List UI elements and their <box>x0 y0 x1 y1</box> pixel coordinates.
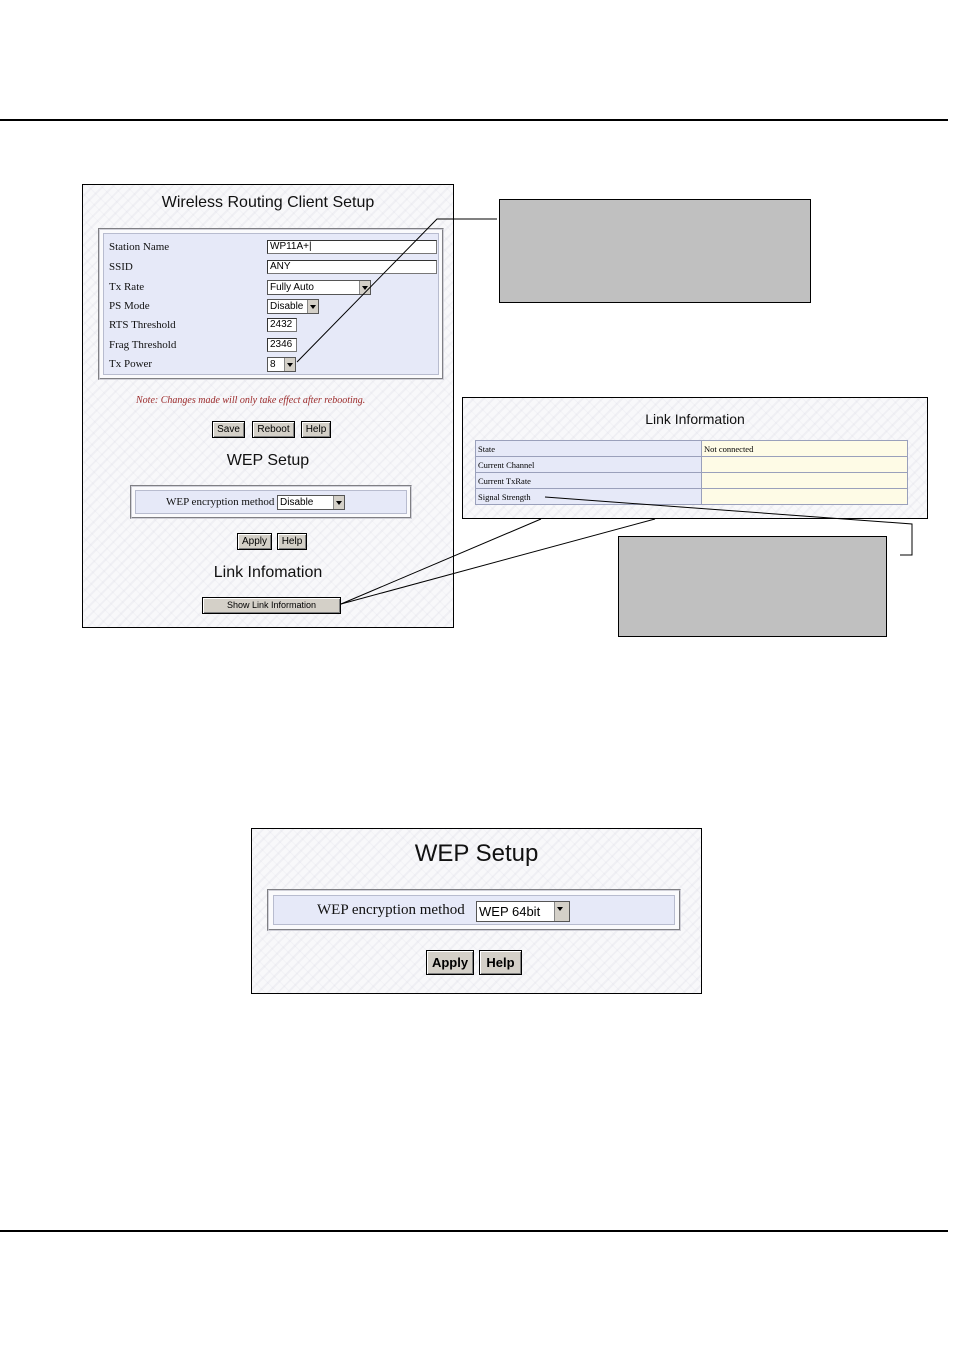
link-info-panel-title: Link Information <box>645 411 745 427</box>
reboot-button[interactable]: Reboot <box>252 421 295 438</box>
table-row <box>476 489 908 505</box>
wep-panel-method-select[interactable] <box>476 901 570 922</box>
rts-threshold-input[interactable]: 2432 <box>267 318 297 332</box>
wep-method-value: Disable <box>280 497 314 508</box>
rts-threshold-label: RTS Threshold <box>109 319 176 331</box>
chevron-down-icon <box>333 496 344 509</box>
wep-panel-form <box>267 889 681 931</box>
wep-panel-help-button[interactable]: Help <box>479 950 522 975</box>
wep-panel-method-value: WEP 64bit <box>479 904 541 919</box>
help-button[interactable]: Help <box>301 421 331 438</box>
callout-box-bottom <box>618 536 887 637</box>
bottom-rule <box>0 1230 948 1232</box>
chevron-down-icon <box>359 281 370 294</box>
show-link-info-button[interactable]: Show Link Information <box>202 597 341 614</box>
reboot-note: Note: Changes made will only take effect after rebooting. <box>136 395 366 406</box>
wep-apply-button[interactable]: Apply <box>237 533 272 550</box>
top-rule <box>0 119 948 121</box>
state-key: State <box>476 441 702 457</box>
wep-method-select[interactable] <box>277 495 345 510</box>
ssid-label: SSID <box>109 261 133 273</box>
setup-form-inner <box>103 233 439 375</box>
wep-method-label: WEP encryption method <box>166 496 275 508</box>
wireless-setup-panel <box>82 184 454 628</box>
signal-strength-value <box>702 489 908 505</box>
table-row <box>476 473 908 489</box>
ps-mode-label: PS Mode <box>109 300 150 312</box>
ps-mode-value: Disable <box>270 301 304 312</box>
wep-form-inner <box>135 490 407 514</box>
wep-setup-panel <box>251 828 702 994</box>
current-txrate-value <box>702 473 908 489</box>
save-button[interactable]: Save <box>212 421 245 438</box>
tx-rate-select[interactable] <box>267 280 371 295</box>
tx-rate-value: Fully Auto <box>270 282 314 293</box>
current-channel-value <box>702 457 908 473</box>
state-value: Not connected <box>702 441 908 457</box>
wep-help-button[interactable]: Help <box>277 533 307 550</box>
current-channel-key: Current Channel <box>476 457 702 473</box>
chevron-down-icon <box>554 902 569 921</box>
callout-box-top <box>499 199 811 303</box>
setup-form <box>98 228 444 380</box>
link-info-panel <box>462 397 928 519</box>
signal-strength-key: Signal Strength <box>476 489 702 505</box>
wep-panel-method-label: WEP encryption method <box>317 902 465 918</box>
chevron-down-icon <box>284 358 295 371</box>
frag-threshold-label: Frag Threshold <box>109 339 177 351</box>
wep-panel-title: WEP Setup <box>414 840 539 867</box>
table-row <box>476 457 908 473</box>
wep-panel-form-inner <box>273 895 675 925</box>
ps-mode-select[interactable] <box>267 299 319 314</box>
link-info-table <box>475 440 908 505</box>
current-txrate-key: Current TxRate <box>476 473 702 489</box>
tx-power-value: 8 <box>270 359 276 370</box>
wep-setup-title: WEP Setup <box>226 452 310 469</box>
station-name-label: Station Name <box>109 241 170 253</box>
wep-panel-apply-button[interactable]: Apply <box>426 950 474 975</box>
station-name-input[interactable]: WP11A+| <box>267 240 437 254</box>
wep-form <box>130 485 412 519</box>
ssid-input[interactable]: ANY <box>267 260 437 274</box>
table-row <box>476 441 908 457</box>
chevron-down-icon <box>307 300 318 313</box>
tx-power-label: Tx Power <box>109 358 153 370</box>
setup-title: Wireless Routing Client Setup <box>161 194 375 211</box>
frag-threshold-input[interactable]: 2346 <box>267 338 297 352</box>
tx-rate-label: Tx Rate <box>109 281 145 293</box>
link-info-title: Link Infomation <box>213 564 323 581</box>
tx-power-select[interactable] <box>267 357 296 372</box>
